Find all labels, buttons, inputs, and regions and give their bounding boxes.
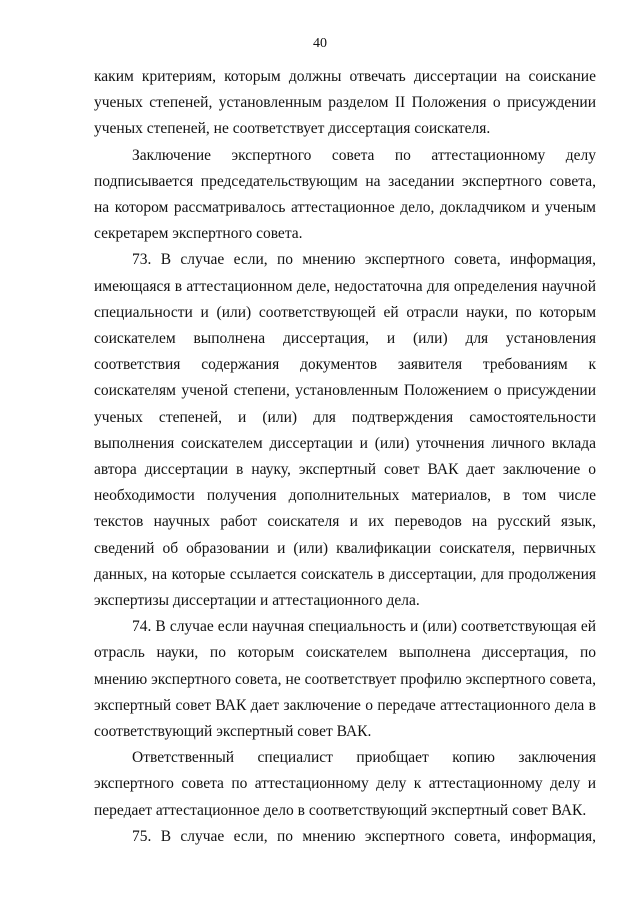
paragraph-74: 74. В случае если научная специальность и (или) соответствующая ей отрасль науки, по которым соискателем выполнена диссертация, по мнению экспертного совета, не соответствует профилю экспертного совета, экспертный совет ВАК дает заключение о передаче аттестационного дела в соответствующий экспертный совет ВАК. [94,618,596,741]
document-body [94,64,596,850]
paragraph-continuation: каким критериям, которым должны отвечать диссертации на соискание ученых степеней, установленным разделом II Положения о присуждении ученых степеней, не соответствует диссертация соискателя. [94,68,596,138]
paragraph-responsible-specialist: Ответственный специалист приобщает копию заключения экспертного совета по аттестационному делу к аттестационному делу и передает аттестационное дело в соответствующий экспертный совет ВАК. [94,749,596,819]
page-number: 40 [313,36,327,51]
paragraph-75: 75. В случае если, по мнению экспертного совета, информация, [132,827,596,845]
paragraph-73: 73. В случае если, по мнению экспертного совета, информация, имеющаяся в аттестационном деле, недостаточна для определения научной специальности и (или) соответствующей ей отрасли науки, по которым соискателем выполнена диссертация, и (или) для установления соответствия содержания документов заявителя требованиям к соискателям ученой степени, установленным Положением о присуждении ученых степеней, и (или) для подтверждения самостоятельности выполнения соискателем диссертации и (или) уточнения личного вклада автора диссертации в науку, экспертный совет ВАК дает заключение о необходимости получения дополнительных материалов, в том числе текстов научных работ соискателя и их переводов на русский язык, сведений об образовании и (или) квалификации соискателя, первичных данных, на которые ссылается соискатель в диссертации, для продолжения экспертизы диссертации и аттестационного дела. [94,251,596,610]
paragraph-conclusion-signing: Заключение экспертного совета по аттестационному делу подписывается председательствующим на заседании экспертного совета, на котором рассматривалось аттестационное дело, докладчиком и ученым секретарем экспертного совета. [94,146,596,243]
